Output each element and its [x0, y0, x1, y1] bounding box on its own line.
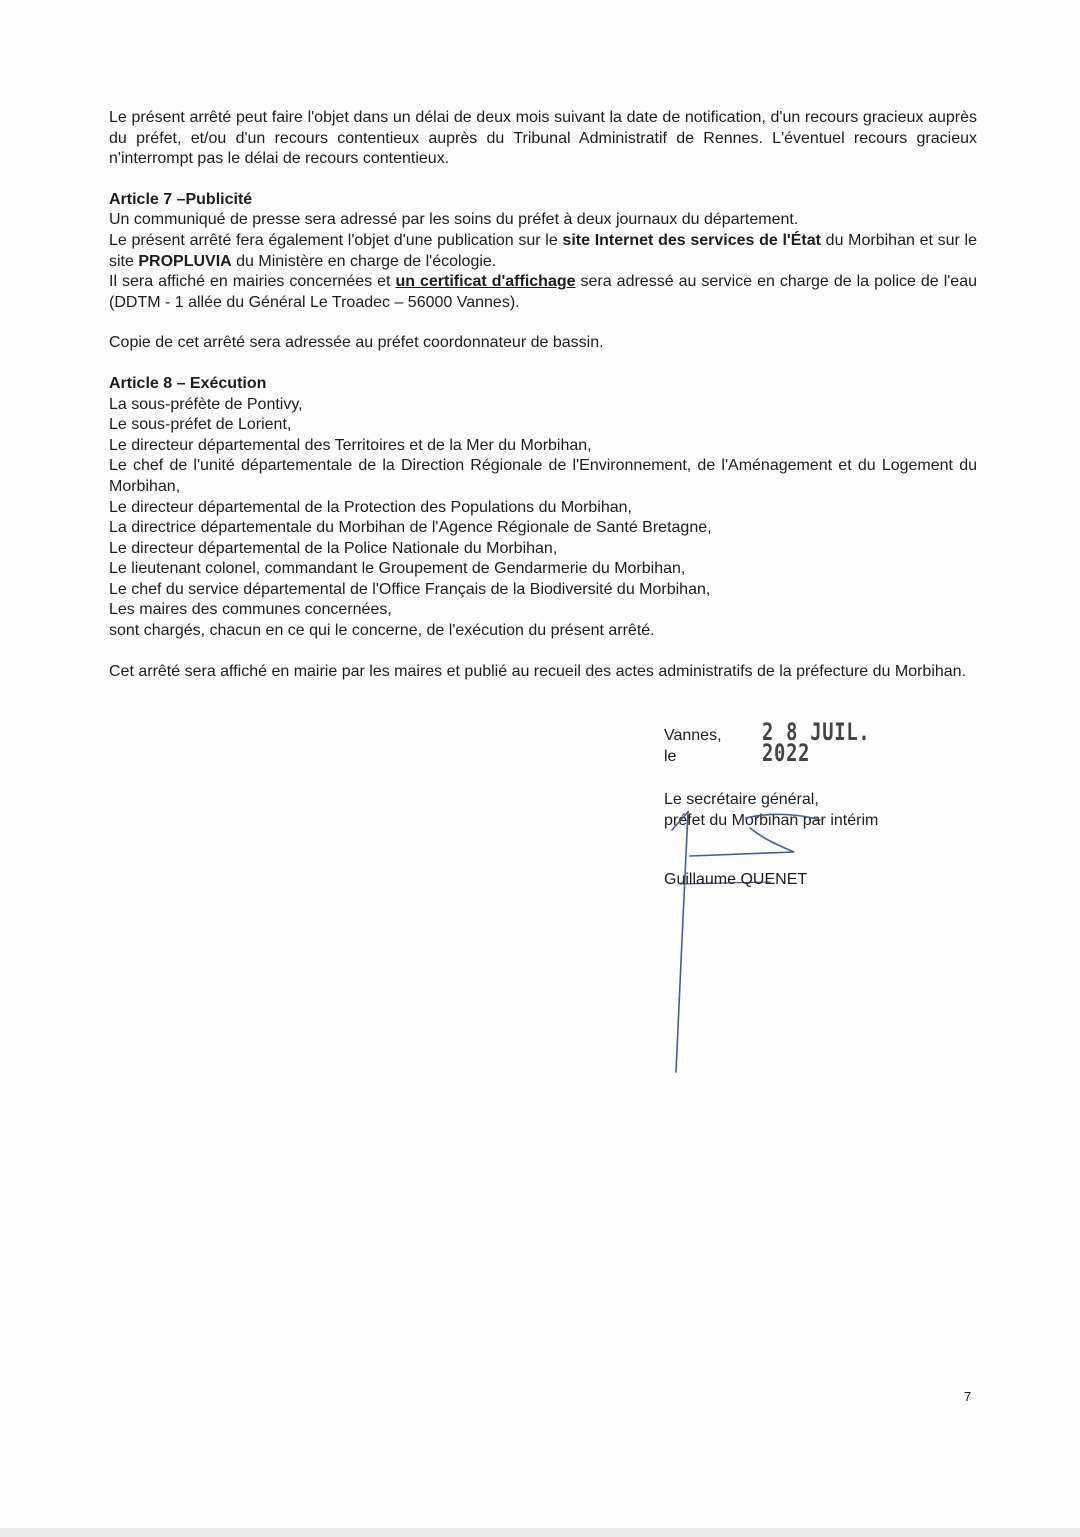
state-website-bold: site Internet des services de l'État [562, 231, 821, 249]
propluvia-bold: PROPLUVIA [138, 252, 232, 270]
execution-item: sont chargés, chacun en ce qui le concerne, de l'exécution du présent arrêté. [109, 622, 655, 640]
signatory-title-line-2: préfet du Morbihan par intérim [664, 812, 879, 829]
execution-item: Le directeur départemental de la Police Nationale du Morbihan, [109, 539, 558, 557]
execution-item: Le chef de l'unité départementale de la Direction Régionale de l'Environnement, de l'Aménagement et du Logement du Morbihan, [109, 457, 977, 495]
article-7-line-2-pre: Le présent arrêté fera également l'objet d'une publication sur le [109, 231, 563, 249]
signature-stroke-top [746, 814, 820, 820]
date-stamp: 2 8 JUIL. 2022 [761, 718, 871, 767]
execution-item: La sous-préfète de Pontivy, [109, 395, 303, 413]
execution-item: Le directeur départemental de la Protection des Populations du Morbihan, [109, 498, 632, 516]
article-7-line-3 [109, 272, 977, 313]
closing-paragraph: Cet arrêté sera affiché en mairie par les maires et publié au recueil des actes administratifs de la préfecture du Morbihan. [109, 662, 967, 680]
article-7-line-2-mid: du Morbihan et sur le site [109, 231, 978, 270]
document-body [109, 108, 977, 682]
article-7-line-2-post: du Ministère en charge de l'écologie. [231, 252, 497, 270]
signer-name: Guillaume QUENET [664, 871, 808, 888]
execution-item: Le chef du service départemental de l'Office Français de la Biodiversité du Morbihan, [109, 580, 711, 598]
article-7-line-3-post: sera adressé au service en charge de la police de l'eau (DDTM - 1 allée du Général Le Troadec – 56000 Vannes). [109, 273, 978, 311]
copy-note: Copie de cet arrêté sera adressée au préfet coordonnateur de bassin. [109, 334, 604, 352]
date-line [664, 718, 964, 767]
signature-stroke-vertical [672, 812, 688, 1072]
certificate-underline: un certificat d'affichage [395, 273, 576, 291]
page-number: 7 [964, 1389, 972, 1404]
place-label: Vannes, le [664, 727, 722, 765]
article-7-line-2 [109, 231, 977, 272]
scan-edge [0, 1528, 1080, 1537]
execution-item: Le lieutenant colonel, commandant le Groupement de Gendarmerie du Morbihan, [109, 560, 686, 578]
execution-item: Le sous-préfet de Lorient, [109, 416, 292, 434]
execution-item: Les maires des communes concernées, [109, 601, 392, 619]
article-7-heading: Article 7 –Publicité [109, 190, 253, 208]
article-7-line-3-pre: Il sera affiché en mairies concernées et [109, 273, 396, 291]
article-8-heading: Article 8 – Exécution [109, 374, 267, 392]
execution-item: Le directeur départemental des Territoires et de la Mer du Morbihan, [109, 436, 592, 454]
execution-item: La directrice départementale du Morbihan de l'Agence Régionale de Santé Bretagne, [109, 519, 712, 537]
appeal-paragraph: Le présent arrêté peut faire l'objet dans un délai de deux mois suivant la date de notification, d'un recours gracieux auprès du préfet, et/ou d'un recours contentieux auprès du Tribunal Administratif de Rennes. L'éventuel recours gracieux n'interrompt pas le délai de recours contentieux. [109, 109, 977, 168]
signature-stroke-loop [690, 828, 794, 856]
signatory-title-line-1: Le secrétaire général, [664, 791, 819, 808]
article-7-line-1: Un communiqué de presse sera adressé par les soins du préfet à deux journaux du département. [109, 211, 799, 229]
handwritten-signature [650, 800, 830, 1080]
